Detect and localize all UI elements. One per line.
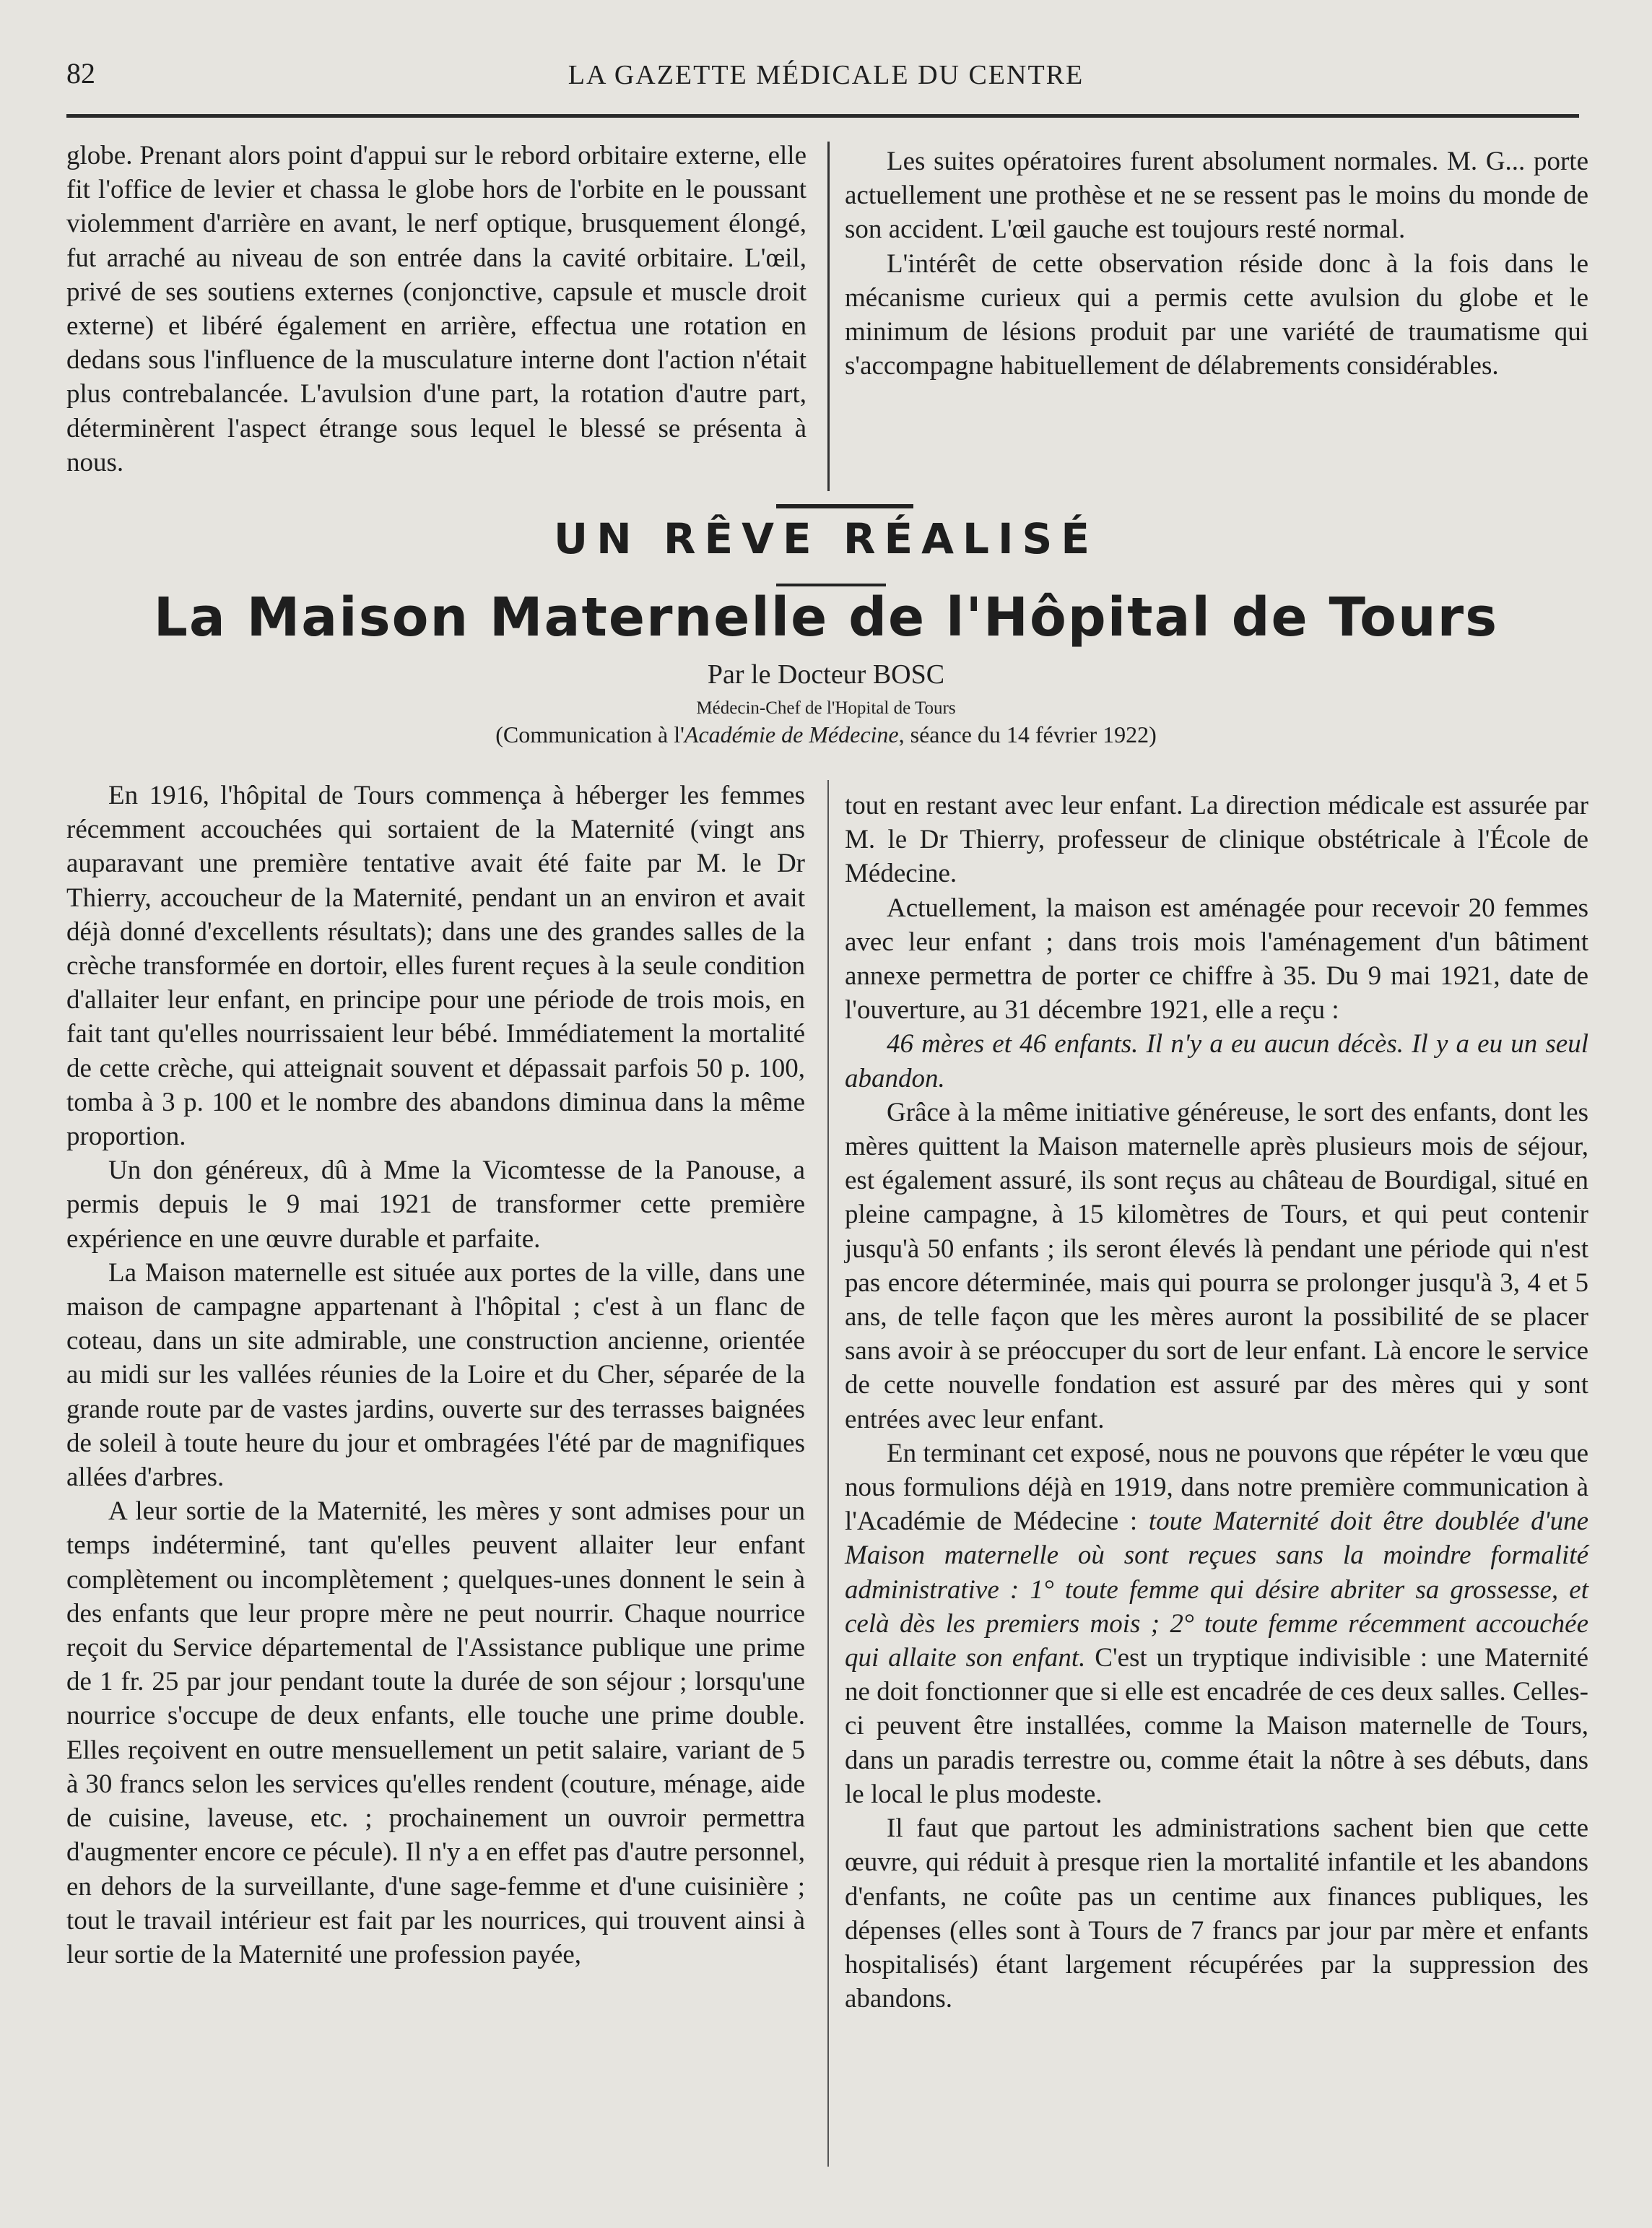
article-byline: Par le Docteur BOSC [707, 659, 945, 690]
article-left-column [66, 779, 805, 1972]
article-kicker: UN RÊVE RÉALISÉ [554, 514, 1098, 563]
paragraph: La Maison maternelle est située aux portes de la ville, dans une maison de campagne appartenant à l'hôpital ; c'est à un flanc de coteau, dans un site admirable, une construction ancienne, orientée au midi sur les vallées réunies de la Loire et du Cher, séparée de la grande route par de vastes jardins, ouverte sur des terrasses baignées de soleil à toute heure du jour et ombragées l'été par de magnifiques allées d'arbres. [66, 1257, 805, 1493]
paragraph: Il faut que partout les administrations sachent bien que cette œuvre, qui réduit à presque rien la mortalité infantile et les abandons d'enfants, ne coûte pas un centime aux finances publiques, les dépenses (elles sont à Tours de 7 francs par jour par mère et enfants hospitalisés) étant largement récupérées par la suppression des abandons. [845, 1813, 1588, 2014]
paragraph: En 1916, l'hôpital de Tours commença à héberger les femmes récemment accouchées qui sortaient de la Maternité (vingt ans auparavant une première tentative avait été faite par M. le Dr Thierry, accoucheur de la Maternité, pendant un an environ et avait déjà donné d'excellents résultats); dans une des grandes salles de la crèche transformée en dortoir, elles furent reçues à la seule condition d'allaiter leur enfant, en principe pour une période de trois mois, en fait tant qu'elles nourrissaient leur bébé. Immédiatement la mortalité de cette crèche, qui atteignait souvent et dépassait parfois 50 p. 100, tomba à 3 p. 100 et le nombre des abandons diminua dans la même proportion. [66, 781, 805, 1152]
communication-note [0, 721, 1652, 748]
paragraph: Un don généreux, dû à Mme la Vicomtesse de la Panouse, a permis depuis le 9 mai 1921 de transformer cette première expérience en une œuvre durable et parfaite. [66, 1156, 805, 1254]
paragraph-text: C'est un tryptique indivisible : une Maternité ne doit fonctionner que si elle est encadrée de ces deux salles. Celles-ci peuvent être installées, comme la Maison maternelle de Tours, dans un paradis terrestre ou, comme était la nôtre à ses débuts, dans le local le plus modeste. [845, 1643, 1589, 1809]
article-right-column [845, 789, 1588, 2016]
communication-prefix: (Communication à l' [495, 721, 684, 747]
italic-quote: toute Maternité doit être doublée d'une Maison maternelle où sont reçues sans la moindre formalité administrative : 1° toute femme qui désire abriter sa grossesse, et celà dès les premiers mois ; 2° toute femme récemment accouchée qui allaite son enfant. [845, 1507, 1588, 1673]
paragraph-text: En terminant cet exposé, nous ne pouvons que répéter le vœu que nous formulions déjà en 1919, dans notre première communication à l'Académie de Médecine : [845, 1438, 1588, 1537]
journal-title: LA GAZETTE MÉDICALE DU CENTRE [568, 60, 1084, 90]
previous-article-left-column [66, 139, 807, 480]
paragraph: globe. Prenant alors point d'appui sur le rebord orbitaire externe, elle fit l'office de levier et chassa le globe hors de l'orbite en le poussant violemment d'arrière en avant, le nerf optique, brusquement élongé, fut arraché au niveau de son entrée dans la cavité orbitaire. L'œil, privé de ses soutiens externes (conjonctive, capsule et muscle droit externe) et libéré également en arrière, effectua une rotation en dedans sous l'influence de la musculature interne dont l'action n'était plus contrebalancée. L'avulsion d'une part, la rotation d'autre part, déterminèrent l'aspect étrange sous lequel le blessé se présenta à nous. [66, 141, 807, 477]
paragraph: L'intérêt de cette observation réside donc à la fois dans le mécanisme curieux qui a permis cette avulsion du globe et le minimum de lésions produit par une variété de traumatisme qui s'accompagne habituellement de délabrements considérables. [845, 248, 1588, 381]
paragraph: Actuellement, la maison est aménagée pour recevoir 20 femmes avec leur enfant ; dans trois mois l'aménagement d'un bâtiment annexe permettra de porter ce chiffre à 35. Du 9 mai 1921, date de l'ouverture, au 31 décembre 1921, elle a reçu : [845, 893, 1588, 1026]
paragraph [845, 1436, 1588, 1811]
paragraph: tout en restant avec leur enfant. La direction médicale est assurée par M. le Dr Thierry, professeur de clinique obstétricale à l'École de Médecine. [845, 791, 1588, 889]
column-divider [827, 780, 829, 2167]
communication-suffix: , séance du 14 février 1922) [898, 721, 1157, 747]
column-divider [827, 142, 830, 491]
author-affiliation: Médecin-Chef de l'Hopital de Tours [696, 698, 956, 718]
section-rule [776, 504, 913, 508]
paragraph: A leur sortie de la Maternité, les mères y sont admises pour un temps indéterminé, tant qu'elles peuvent allaiter leur enfant complètement ou incomplètement ; quelques-unes donnent le sein à des enfants que leur propre mère ne peut nourrir. Chaque nourrice reçoit du Service départemental de l'Assistance publique une prime de 1 fr. 25 par jour pendant toute la durée de son séjour ; lorsqu'une nourrice s'occupe de deux enfants, elle touche une prime double. Elles reçoivent en outre mensuellement un petit salaire, variant de 5 à 30 francs selon les services qu'elles rendent (couture, ménage, aide de cuisine, laveuse, etc. ; prochainement un ouvroir permettra d'augmenter encore ce pécule). Il n'y a en effet pas d'autre personnel, en dehors de la surveillante, d'une sage-femme et d'une cuisinière ; tout le travail intérieur est fait par les nourrices, qui trouvent ainsi à leur sortie de la Maternité une profession payée, [66, 1496, 805, 1969]
header-rule [66, 114, 1579, 118]
previous-article-right-column [845, 144, 1588, 383]
paragraph: Les suites opératoires furent absolument normales. M. G... porte actuellement une prothèse et ne se ressent pas le moins du monde de son accident. L'œil gauche est toujours resté normal. [845, 147, 1588, 245]
article-title: La Maison Maternelle de l'Hôpital de Tours [153, 586, 1499, 649]
italic-paragraph: 46 mères et 46 enfants. Il n'y a eu aucun décès. Il y a eu un seul abandon. [845, 1029, 1588, 1093]
communication-academy: Académie de Médecine [684, 721, 899, 747]
paragraph: Grâce à la même initiative généreuse, le sort des enfants, dont les mères quittent la Maison maternelle après plusieurs mois de séjour, est également assuré, ils sont reçus au château de Bourdigal, situé en pleine campagne, à 15 kilomètres de Tours, et qui peut contenir jusqu'à 50 enfants ; ils seront élevés là pendant une période qui n'est pas encore déterminée, mais qui pourra se prolonger jusqu'à 3, 4 et 5 ans, de telle façon que les mères auront la possibilité de se placer sans avoir à se préoccuper du sort de leur enfant. Là encore le service de cette nouvelle fondation est assuré par des mères qui y sont entrées avec leur enfant. [845, 1097, 1588, 1434]
page-number: 82 [66, 57, 95, 90]
